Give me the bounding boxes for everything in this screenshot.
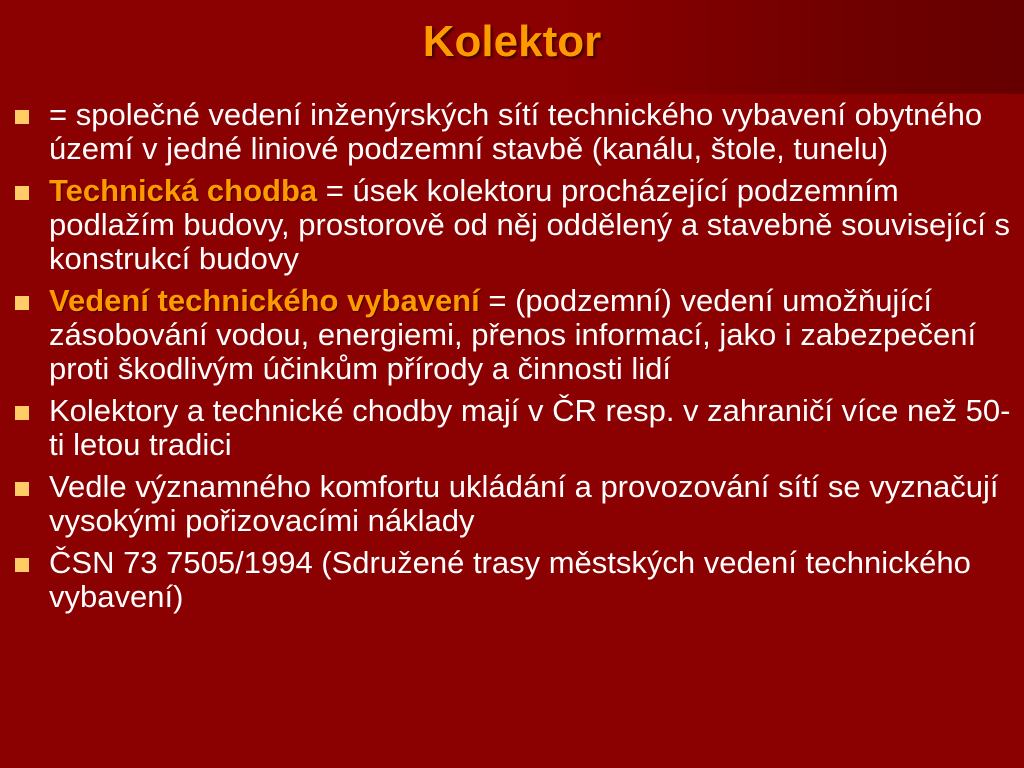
square-bullet-icon <box>15 482 29 496</box>
bullet-item <box>0 98 1024 166</box>
square-bullet-icon <box>15 406 29 420</box>
bullet-text: Vedle významného komfortu ukládání a provozování sítí se vyznačují vysokými pořizovacími náklady <box>49 469 999 538</box>
square-bullet-icon <box>15 296 29 310</box>
bullet-text: ČSN 73 7505/1994 (Sdružené trasy městských vedení technického vybavení) <box>49 545 971 614</box>
bullet-item <box>0 174 1024 276</box>
bullet-text: = (podzemní) vedení umožňující zásobování vodou, energiemi, přenos informací, jako i zabezpečení proti škodlivým účinkům přírody a činnosti lidí <box>49 283 977 386</box>
bullet-item <box>0 470 1024 538</box>
bullet-item <box>0 546 1024 614</box>
slide-title: Kolektor <box>422 17 602 66</box>
bullet-item <box>0 284 1024 386</box>
square-bullet-icon <box>15 110 29 124</box>
bullet-term: Vedení technického vybavení <box>49 283 480 318</box>
bullet-item <box>0 394 1024 462</box>
bullet-text: = společné vedení inženýrských sítí technického vybavení obytného území v jedné liniové podzemní stavbě (kanálu, štole, tunelu) <box>49 97 983 166</box>
bullet-list <box>0 98 1024 622</box>
bullet-text: Kolektory a technické chodby mají v ČR resp. v zahraničí více než 50-ti letou tradici <box>49 393 1011 462</box>
square-bullet-icon <box>15 558 29 572</box>
bullet-term: Technická chodba <box>49 173 318 208</box>
square-bullet-icon <box>15 186 29 200</box>
bullet-text: = úsek kolektoru procházející podzemním podlažím budovy, prostorově od něj oddělený a stavebně související s konstrukcí budovy <box>49 173 1010 276</box>
